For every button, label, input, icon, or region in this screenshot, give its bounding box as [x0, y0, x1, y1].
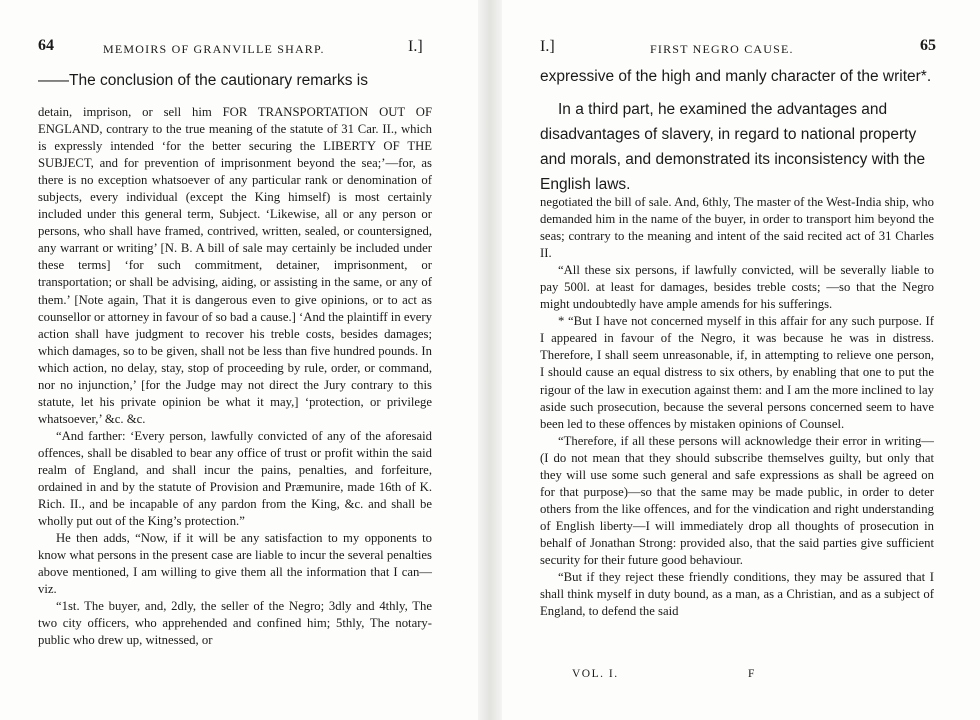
page-number: 65: [920, 37, 936, 54]
book-gutter: [478, 0, 502, 720]
paragraph: “All these six persons, if lawfully convicted, will be severally liable to pay 500l. at least for damages, besides treble costs; —so that the Negro might undoubtedly have ample amends for his sufferings.: [540, 263, 934, 312]
lead-block: [540, 64, 932, 197]
page-number: 64: [38, 37, 54, 54]
lead-paragraph: In a third part, he examined the advantages and disadvantages of slavery, in regard to national property and morals, and demonstrated its inconsistency with the English laws.: [540, 101, 926, 193]
paragraph: * “But I have not concerned myself in this affair for any such purpose. If I appeared in favour of the Negro, it was because he was in distress. Therefore, I shall seem unreasonable, if, in attempting to relieve one person, I should cause an equal distress to six others, by enabling that one to put the rigour of the law in execution against them: and I am the more inclined to lay aside such prosecution, because the several persons concerned seem to have been led to these offences by mistaken opinions of Counsel.: [540, 314, 934, 431]
signature-mark: I.]: [540, 38, 555, 55]
running-head: MEMOIRS OF GRANVILLE SHARP.: [103, 42, 325, 56]
paragraph: “Therefore, if all these persons will acknowledge their error in writing—(I do not mean that they should subscribe themselves guilty, but only that they will use some such general and safe expressions as shall be agreed on for that purpose)—so that the same may be made public, in order to deter others from the like offences, and for the vindication and right understanding of English liberty—I will immediately drop all thoughts of prosecution in behalf of Jonathan Strong: provided also, that the said parties give sufficient security for their future good behaviour.: [540, 433, 934, 567]
footer-volume: VOL. I.: [572, 668, 619, 680]
paragraph: “And farther: ‘Every person, lawfully convicted of any of the aforesaid offences, shall be disabled to bear any office of trust or profit within the said realm of England, and shall incur the pains, penalties, and forfeiture, ordained in and by the statute of Provision and Præmunire, made 16th of K. Rich. II., and be incapable of any pardon from the King, &c. and shall be wholly put out of the King’s protection.”: [38, 428, 432, 529]
right-page: [502, 0, 980, 720]
paragraph: detain, imprison, or sell him FOR TRANSPORTATION OUT OF ENGLAND, contrary to the true meaning of the statute of 31 Car. II., which is expressly intended ‘for the better securing the LIBERTY OF THE SUBJECT, and for prevention of imprisonment beyond the sea;’—for, as there is no exception whatsoever of any particular rank or denomination of subjects, every individual (except the King himself) is most certainly included under this general term, Subject. ‘Likewise, all or any person or persons, who shall have framed, contrived, written, sealed, or countersigned, any warrant or writing’ [N. B. A bill of sale may certainly be included under these terms] ‘for such commitment, detainer, imprisonment, or transportation; or shall be advising, aiding, or assisting in the same, or any of them.’ [Note again, That it is dangerous even to give opinions, or to act as counsellor or attorney in favour of so bad a cause.] ‘And the plaintiff in every action shall have judgment to recover his treble costs, besides damages; which damages, so to be given, shall not be less than five hundred pounds. In which action, no delay, stay, stop of proceeding by rule, order, or command, nor no injunction,’ [for the Judge may not direct the Jury contrary to this statute, let his private opinion be what it may,] ‘protection, or privilege whatsoever,’ &c. &c.: [38, 105, 433, 426]
paragraph: “1st. The buyer, and, 2dly, the seller of the Negro; 3dly and 4thly, The two city officers, who apprehended and confined him; 5thly, The notary-public who drew up, witnessed, or: [38, 599, 432, 648]
paragraph: “But if they reject these friendly conditions, they may be assured that I shall think myself in duty bound, as a man, as a Christian, and as a subject of England, to defend the said: [540, 570, 934, 619]
right-body: [540, 194, 934, 620]
paragraph: He then adds, “Now, if it will be any satisfaction to my opponents to know what persons in the present case are liable to incur the several penalties above mentioned, I am willing to give them all the information that I can—viz.: [38, 531, 432, 597]
lead-line: [38, 68, 438, 93]
left-page: [0, 0, 478, 720]
running-head: FIRST NEGRO CAUSE.: [650, 42, 794, 56]
lead-text: ——The conclusion of the cautionary remarks is: [38, 72, 368, 89]
footer-signature: F: [748, 668, 756, 680]
paragraph: negotiated the bill of sale. And, 6thly, The master of the West-India ship, who demanded him in the name of the buyer, in order to transport him beyond the seas; contrary to the meaning and intent of the said recited act of 31 Charles II.: [540, 195, 934, 261]
page-header: [38, 37, 438, 60]
left-body: [38, 104, 432, 650]
lead-paragraph: expressive of the high and manly character of the writer*.: [540, 68, 932, 85]
page-header: [540, 37, 940, 60]
signature-mark: I.]: [408, 38, 423, 55]
